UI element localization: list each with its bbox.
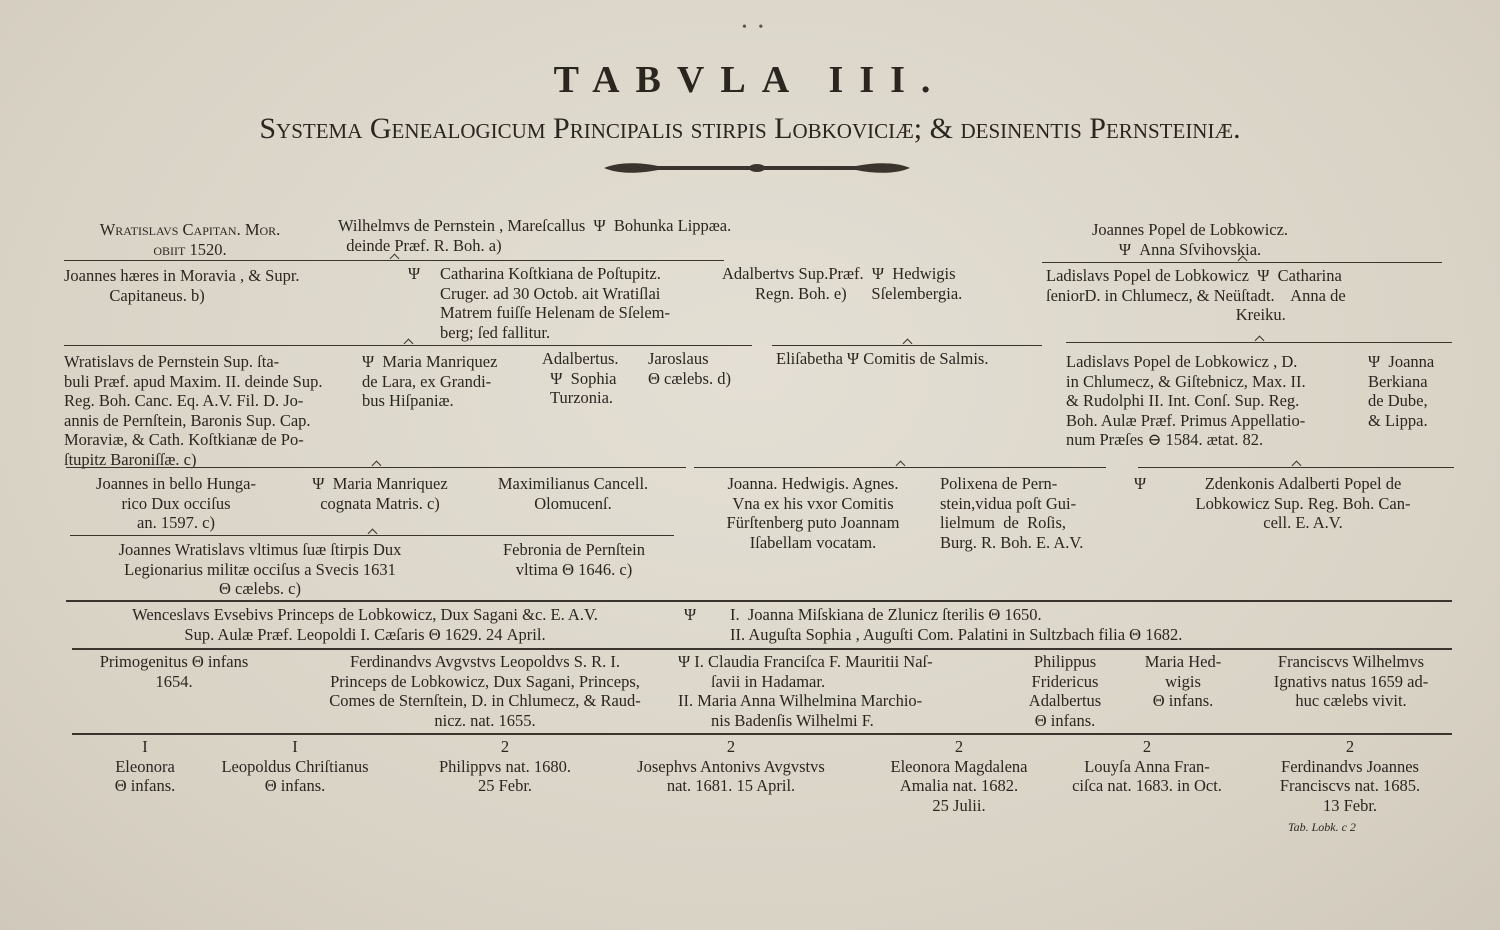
claudia-entry: Ψ I. Claudia Franciſca F. Mauritii Naſ- ſavii in Hadamar. II. Maria Anna Wilhelmina Marchio- nis Badenſis Wilhelmi F. (678, 652, 933, 730)
maximilianus-entry: Maximilianus Cancell. Olomucenſ. (497, 474, 649, 513)
marriage-symbol: Ψ (684, 605, 697, 624)
catharina-entry: Catharina Koſtkiana de Poſtupitz. Cruger. ad 30 Octob. ait Wratiſlai Matrem fuiſſe Helenam de Sſelem- berg; ſed fallitur. (440, 264, 671, 342)
generation-rule (72, 733, 1452, 735)
maria-manriquez-lara-entry: Ψ Maria Manriquez de Lara, ex Grandi- bus Hiſpaniæ. (362, 352, 498, 410)
wilhelmus-entry: Wilhelmvs de Pernstein , Mareſcallus Ψ Bohunka Lippæa. deinde Præf. R. Boh. a) (338, 216, 732, 255)
maria-hedwigis-entry: Maria Hed- wigis Θ infans. (1144, 652, 1222, 710)
franciscus-wilhelmus-entry: Franciscvs Wilhelmvs Ignativs natus 1659 ad- huc cælebs vivit. (1273, 652, 1429, 710)
wives-entry: I. Joanna Miſskiana de Zlunicz ſterilis Θ 1650. II. Auguſta Sophia , Auguſti Com. Palatini in Sultzbach filia Θ 1682. (730, 605, 1183, 644)
josephus-entry: 2 Josephvs Antonivs Avgvstvs nat. 1681. 15 April. (637, 737, 825, 795)
ferdinandus-augustus-entry: Ferdinandvs Avgvstvs Leopoldvs S. R. I. Princeps de Lobkowicz, Dux Sagani, Princeps, Comes de Sternſtein, D. in Chlumecz, & Raud- nicz. nat. 1655. (329, 652, 641, 730)
page-title: TABVLA III. (553, 59, 947, 101)
jaroslaus-entry: Jaroslaus Θ cælebs. d) (648, 349, 731, 388)
adalbertus-entry: Adalbertvs Sup.Præf. Ψ Hedwigis Regn. Boh. e) Sſelembergia. (722, 264, 963, 303)
eleonora-magdalena-entry: 2 Eleonora Magdalena Amalia nat. 1682. 25 Julii. (890, 737, 1028, 815)
page-subtitle: Systema Genealogicum Principalis ſtirpis Lobkoviciæ; & deſinentis Pernsteiniæ. (259, 112, 1241, 145)
generation-rule (66, 600, 1452, 602)
elisabetha-entry: Eliſabetha Ψ Comitis de Salmis. (776, 349, 989, 368)
generation-brace (1066, 342, 1452, 351)
ferdinandus-joannes-entry: 2 Ferdinandvs Joannes Franciscvs nat. 1685. 13 Febr. (1279, 737, 1421, 815)
wratislaus-pernstein-entry: Wratislavs de Pernstein Sup. ſta- buli Præf. apud Maxim. II. deinde Sup. Reg. Boh. Canc. Eq. A.V. Fil. D. Jo- annis de Pernſtein, Baronis Sup. Cap. Moraviæ, & Cath. Koſtkianæ de Po- ſtupitz Baroniſſæ. c) (64, 352, 323, 469)
ornament-divider (598, 160, 916, 176)
joannes-heres-entry: Joannes hæres in Moravia , & Supr. Capitaneus. b) (64, 266, 300, 305)
wratislaus-entry: Wratislavs Capitan. Mor. obiit 1520. (99, 220, 281, 259)
marriage-symbol: Ψ (408, 264, 421, 283)
ladislaus-entry: Ladislavs Popel de Lobkowicz , D. in Chlumecz, & Giſtebnicz, Max. II. & Rudolphi II. Int. Conſ. Sup. Reg. Boh. Aulæ Præf. Primus Appellatio- num Præſes ⊖ 1584. ætat. 82. (1066, 352, 1306, 449)
signature-mark: Tab. Lobk. c 2 (1288, 820, 1356, 834)
louysa-entry: 2 Louyſa Anna Fran- ciſca nat. 1683. in Oct. (1072, 737, 1222, 795)
febronia-entry: Febronia de Pernſtein vltima Θ 1646. c) (502, 540, 646, 579)
joannes-popel-entry: Joannes Popel de Lobkowicz. Ψ Anna Sſvihovskia. (1091, 220, 1289, 259)
primogenitus-entry: Primogenitus Θ infans 1654. (99, 652, 249, 691)
joanna-hedwigis-entry: Joanna. Hedwigis. Agnes. Vna ex his vxor Comitis Fürſtenberg puto Joannam Iſabellam vocatam. (726, 474, 900, 552)
philippus-son-entry: 2 Philippvs nat. 1680. 25 Febr. (438, 737, 571, 795)
joanna-berkiana-entry: Ψ Joanna Berkiana de Dube, & Lippa. (1368, 352, 1435, 430)
philippus-fridericus-entry: Philippus Fridericus Adalbertus Θ infans. (1028, 652, 1102, 730)
zdenko-entry: Zdenkonis Adalberti Popel de Lobkowicz Sup. Reg. Boh. Can- cell. E. A.V. (1195, 474, 1411, 532)
maria-cognata-entry: Ψ Maria Manriquez cognata Matris. c) (312, 474, 448, 513)
polixena-entry: Polixena de Pern- stein,vidua poſt Gui- lielmum de Roſis, Burg. R. Boh. E. A.V. (940, 474, 1084, 552)
generation-rule (72, 648, 1452, 650)
wenceslaus-entry: Wenceslavs Evsebivs Princeps de Lobkowicz, Dux Sagani &c. E. A.V. Sup. Aulæ Præf. Leopoldi I. Cæſaris Θ 1629. 24 April. (132, 605, 598, 644)
eleonora-infant-entry: I Eleonora Θ infans. (114, 737, 176, 795)
marriage-symbol: Ψ (1134, 474, 1147, 493)
ladislaus-senior-entry: Ladislavs Popel de Lobkowicz Ψ Catharina ſeniorD. in Chlumecz, & Neüſtadt. Anna de Kreiku. (1046, 266, 1346, 324)
adalbertus-son-entry: Adalbertus. Ψ Sophia Turzonia. (542, 349, 619, 407)
joannes-hungary-entry: Joannes in bello Hunga- rico Dux occiſus an. 1597. c) (96, 474, 256, 532)
leopoldus-entry: I Leopoldus Chriſtianus Θ infans. (221, 737, 369, 795)
joannes-wratislaus-entry: Joannes Wratislavs vltimus ſuæ ſtirpis Dux Legionarius militæ occiſus a Svecis 1631 Θ cælebs. c) (118, 540, 402, 598)
header-dots: • • (742, 20, 768, 35)
